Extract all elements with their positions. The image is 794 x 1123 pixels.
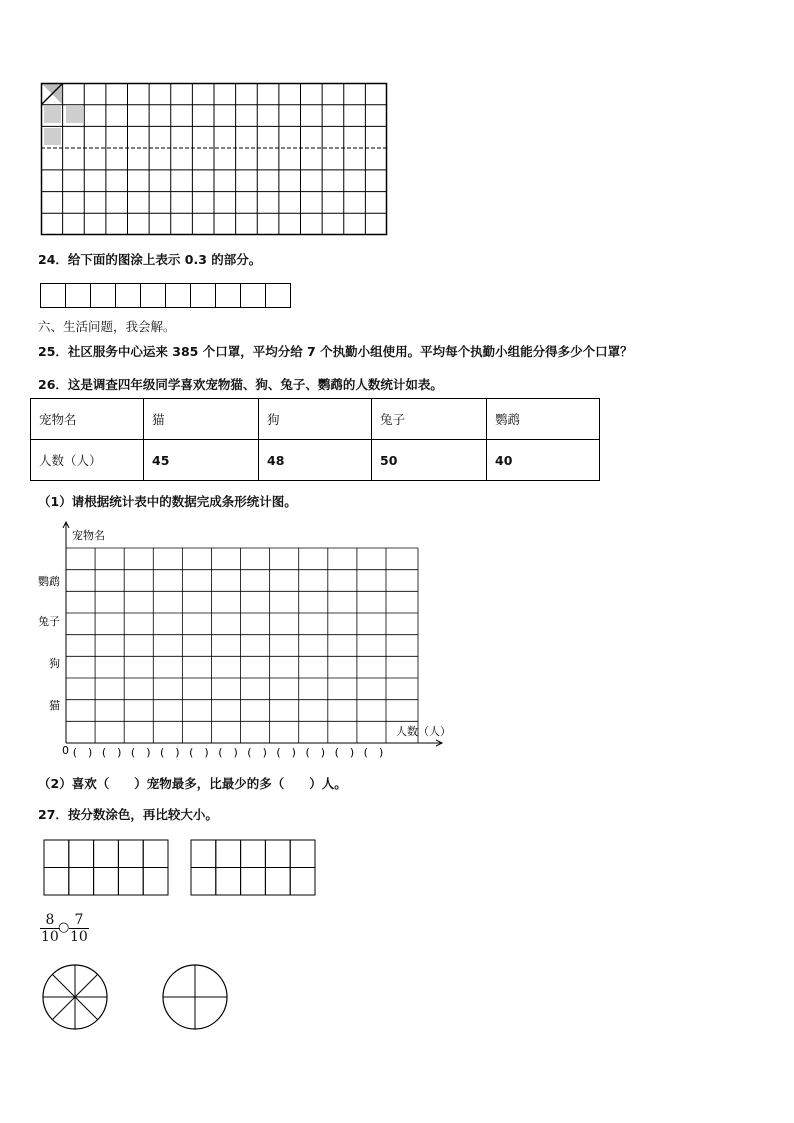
strip-cell bbox=[191, 284, 216, 308]
x-tick-blank: ( ) bbox=[130, 746, 151, 759]
fraction-cell bbox=[265, 868, 290, 896]
x-tick-blank: ( ) bbox=[72, 746, 93, 759]
table-cell: 鹦鹉 bbox=[487, 399, 600, 440]
x-tick-blank: ( ) bbox=[305, 746, 326, 759]
table-cell: 50 bbox=[372, 440, 487, 481]
x-tick-blank: ( ) bbox=[247, 746, 267, 759]
table-cell: 猫 bbox=[144, 399, 259, 440]
pet-statistics-table bbox=[30, 398, 600, 481]
table-cell: 45 bbox=[144, 440, 259, 481]
strip-cell bbox=[216, 284, 241, 308]
fraction-cell bbox=[143, 868, 168, 896]
question-25: 25．社区服务中心运来 385 个口罩，平均分给 7 个执勤小组使用。平均每个执勤小组能分得多少个口罩？ bbox=[38, 344, 633, 359]
decimal-strip-10[interactable] bbox=[40, 283, 292, 308]
question-27: 27．按分数涂色，再比较大小。 bbox=[38, 807, 218, 822]
strip-cell bbox=[166, 284, 191, 308]
y-axis-label: 宠物名 bbox=[72, 529, 105, 542]
fraction-grid-right[interactable] bbox=[190, 839, 316, 896]
fraction-cell bbox=[191, 840, 216, 868]
fraction-cell bbox=[69, 840, 94, 868]
x-tick-blank: ( ) bbox=[363, 746, 384, 759]
fraction-cell bbox=[241, 840, 266, 868]
fraction-cell bbox=[241, 868, 266, 896]
table-cell: 兔子 bbox=[372, 399, 487, 440]
fraction-7-10: $\frac{7}{10}$ bbox=[70, 912, 88, 945]
x-tick-blank: ( ) bbox=[160, 746, 180, 759]
category-label: 狗 bbox=[49, 657, 60, 670]
x-tick-blank: ( ) bbox=[276, 746, 296, 759]
category-label: 猫 bbox=[49, 699, 60, 712]
fraction-cell bbox=[265, 840, 290, 868]
x-tick-blank: ( ) bbox=[334, 746, 355, 759]
category-label: 兔子 bbox=[38, 615, 60, 628]
fraction-cell bbox=[290, 840, 315, 868]
fraction-cell bbox=[69, 868, 94, 896]
question-24: 24．给下面的图涂上表示 0.3 的部分。 bbox=[38, 252, 262, 267]
fraction-cell bbox=[290, 868, 315, 896]
table-header-row bbox=[31, 399, 600, 440]
table-cell: 人数（人） bbox=[31, 440, 144, 481]
fraction-cell bbox=[44, 840, 69, 868]
strip-cell bbox=[116, 284, 141, 308]
fraction-cell bbox=[143, 840, 168, 868]
table-cell: 狗 bbox=[259, 399, 372, 440]
x-tick-blank: ( ) bbox=[218, 746, 238, 759]
question-26: 26．这是调查四年级同学喜欢宠物猫、狗、兔子、鹦鹉的人数统计如表。 bbox=[38, 377, 443, 392]
fraction-cell bbox=[216, 840, 241, 868]
question-26-part-1: （1）请根据统计表中的数据完成条形统计图。 bbox=[38, 494, 297, 509]
strip-cell bbox=[66, 284, 91, 308]
fraction-cell bbox=[216, 868, 241, 896]
table-cell: 48 bbox=[259, 440, 372, 481]
fraction-grid-left[interactable] bbox=[43, 839, 169, 896]
fraction-cell bbox=[94, 868, 119, 896]
strip-cell bbox=[241, 284, 266, 308]
fraction-8-10: $\frac{8}{10}$ bbox=[41, 912, 59, 945]
x-tick-blank: ( ) bbox=[101, 746, 122, 759]
pie-circle-4-parts[interactable] bbox=[161, 963, 229, 1031]
strip-cell bbox=[41, 284, 66, 308]
fraction-cell bbox=[118, 840, 143, 868]
table-cell: 40 bbox=[487, 440, 600, 481]
section-6-heading: 六、生活问题，我会解。 bbox=[38, 319, 176, 334]
x-tick-blank: ( ) bbox=[189, 746, 209, 759]
fraction-cell bbox=[94, 840, 119, 868]
table-cell: 宠物名 bbox=[31, 399, 144, 440]
table-row bbox=[31, 440, 600, 481]
strip-cell bbox=[141, 284, 166, 308]
square-grid-figure bbox=[41, 83, 387, 235]
strip-cell bbox=[266, 284, 291, 308]
origin-label: 0 bbox=[62, 744, 69, 757]
strip-cell bbox=[91, 284, 116, 308]
fraction-cell bbox=[44, 868, 69, 896]
fraction-cell bbox=[118, 868, 143, 896]
fraction-cell bbox=[191, 868, 216, 896]
pie-circle-8-parts[interactable] bbox=[41, 963, 109, 1031]
compare-circle[interactable]: ○ bbox=[58, 920, 70, 935]
category-label: 鹦鹉 bbox=[38, 575, 60, 588]
x-axis-label: 人数（人） bbox=[396, 725, 451, 738]
question-26-part-2: （2）喜欢（ ）宠物最多，比最少的多（ ）人。 bbox=[38, 776, 347, 791]
bar-chart[interactable] bbox=[30, 518, 460, 768]
